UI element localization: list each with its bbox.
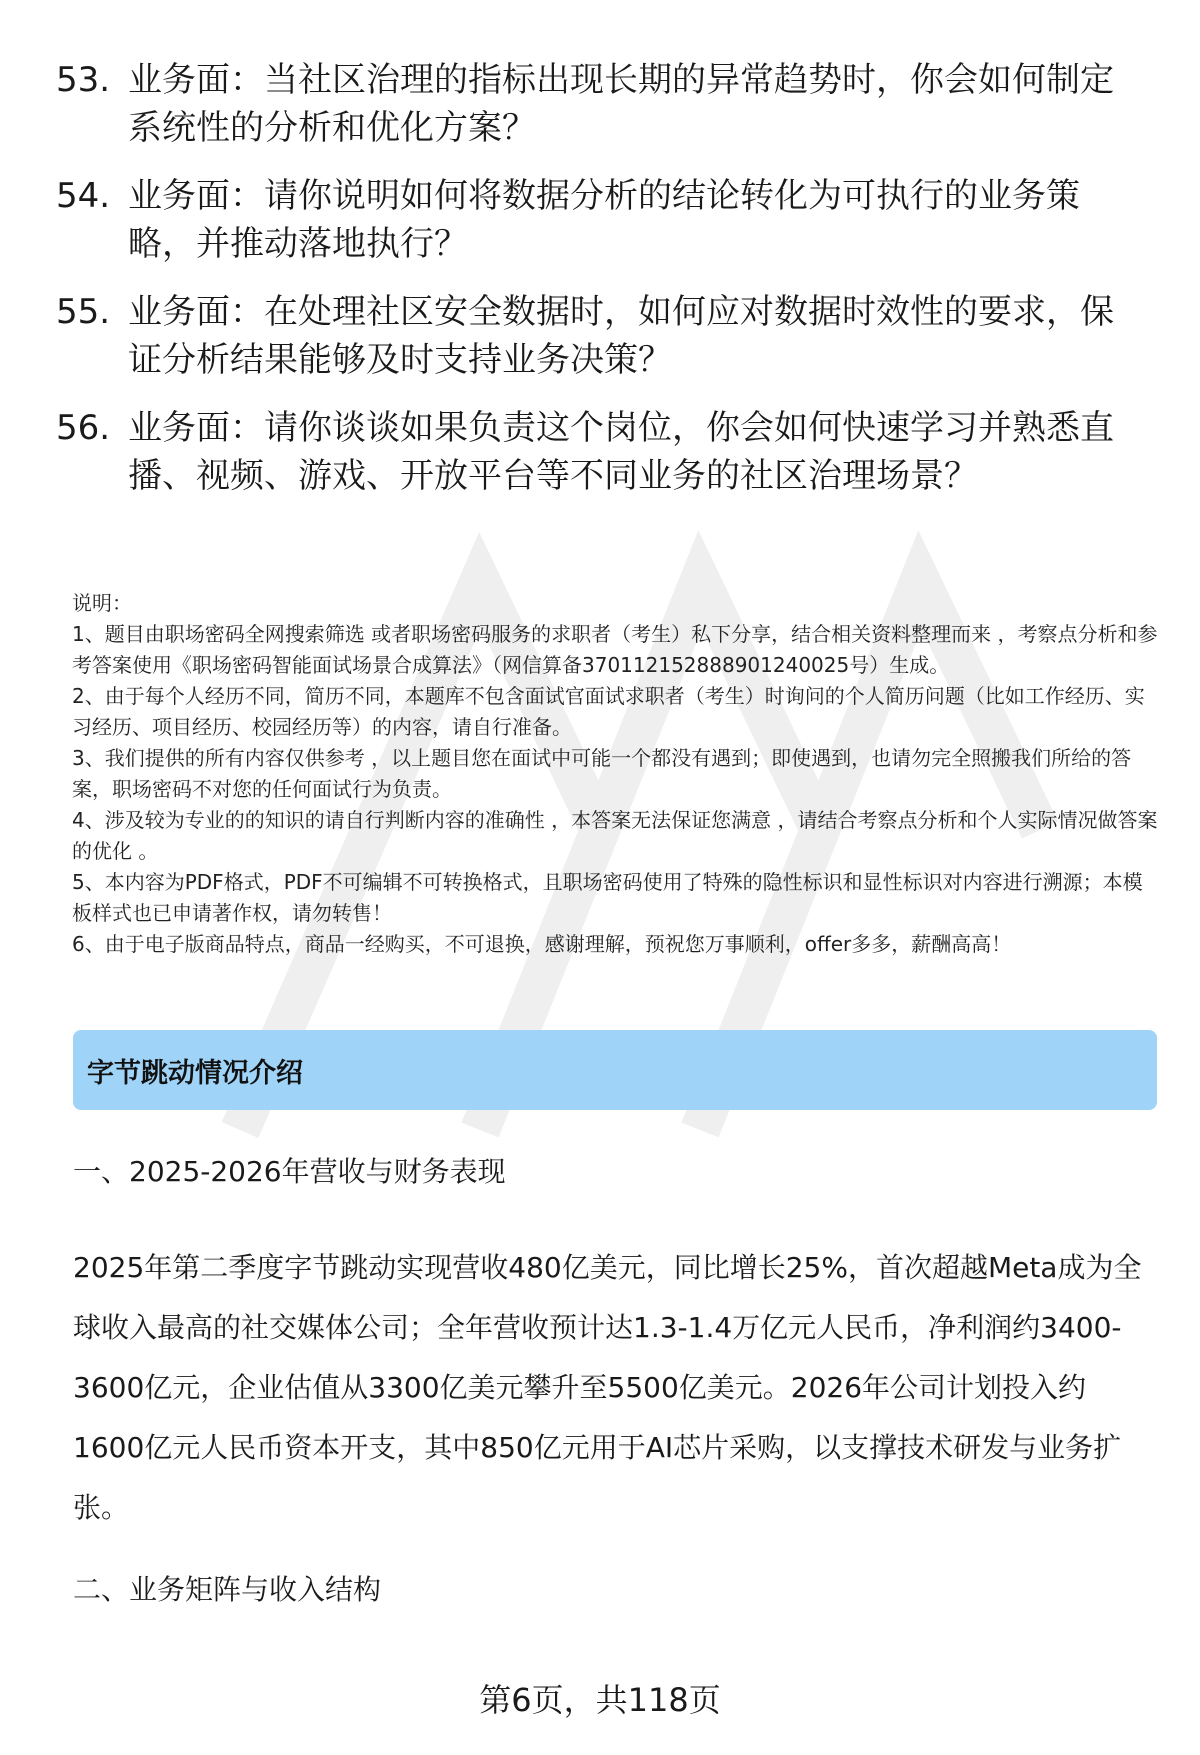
question-text: 业务面：请你谈谈如果负责这个岗位，你会如何快速学习并熟悉直播、视频、游戏、开放平台等不同业务的社区治理场景？: [128, 408, 1114, 496]
note-item: 4、涉及较为专业的的知识的请自行判断内容的准确性 ，本答案无法保证您满意 ，请结合考察点分析和个人实际情况做答案的优化 。: [72, 808, 1158, 863]
question-text: 业务面：当社区治理的指标出现长期的异常趋势时，你会如何制定系统性的分析和优化方案？: [128, 60, 1114, 148]
notes-title: 说明：: [72, 591, 132, 615]
question-55: [56, 288, 1146, 384]
section-header: [73, 1030, 1157, 1110]
note-item: 6、由于电子版商品特点，商品一经购买，不可退换，感谢理解，预祝您万事顺利，offer多多，薪酬高高！: [72, 932, 1012, 956]
note-item: 5、本内容为PDF格式，PDF不可编辑不可转换格式，且职场密码使用了特殊的隐性标识和显性标识对内容进行溯源；本模板样式也已申请著作权，请勿转售！: [72, 870, 1143, 925]
subheading-business-matrix: 二、业务矩阵与收入结构: [73, 1573, 382, 1606]
section-title: 字节跳动情况介绍: [87, 1057, 303, 1089]
page-indicator: 第6页，共118页: [479, 1681, 721, 1719]
question-number: 55.: [56, 292, 111, 332]
subheading-finance: 一、2025-2026年营收与财务表现: [73, 1155, 506, 1188]
question-text: 业务面：请你说明如何将数据分析的结论转化为可执行的业务策略，并推动落地执行？: [128, 176, 1080, 264]
question-number: 53.: [56, 60, 111, 100]
disclaimer-notes: [72, 588, 1162, 960]
question-number: 56.: [56, 408, 111, 448]
question-53: [56, 56, 1146, 152]
note-item: 3、我们提供的所有内容仅供参考 ，以上题目您在面试中可能一个都没有遇到；即使遇到，也请勿完全照搬我们所给的答案，职场密码不对您的任何面试行为负责。: [72, 746, 1132, 801]
note-item: 1、题目由职场密码全网搜索筛选 或者职场密码服务的求职者（考生）私下分享，结合相关资料整理而来 ，考察点分析和参考答案使用《职场密码智能面试场景合成算法》（网信算备370112152888901240025号）生成。: [72, 622, 1158, 677]
finance-paragraph: 2025年第二季度字节跳动实现营收480亿美元，同比增长25%，首次超越Meta成为全球收入最高的社交媒体公司；全年营收预计达1.3-1.4万亿元人民币，净利润约3400-3600亿元，企业估值从3300亿美元攀升至5500亿美元。2026年公司计划投入约1600亿元人民币资本开支，其中850亿元用于AI芯片采购，以支撑技术研发与业务扩张。: [73, 1251, 1142, 1524]
question-56: [56, 404, 1146, 500]
question-54: [56, 172, 1146, 268]
question-number: 54.: [56, 176, 111, 216]
note-item: 2、由于每个人经历不同，简历不同，本题库不包含面试官面试求职者（考生）时询问的个人简历问题（比如工作经历、实习经历、项目经历、校园经历等）的内容，请自行准备。: [72, 684, 1145, 739]
question-text: 业务面：在处理社区安全数据时，如何应对数据时效性的要求，保证分析结果能够及时支持业务决策？: [128, 292, 1114, 380]
